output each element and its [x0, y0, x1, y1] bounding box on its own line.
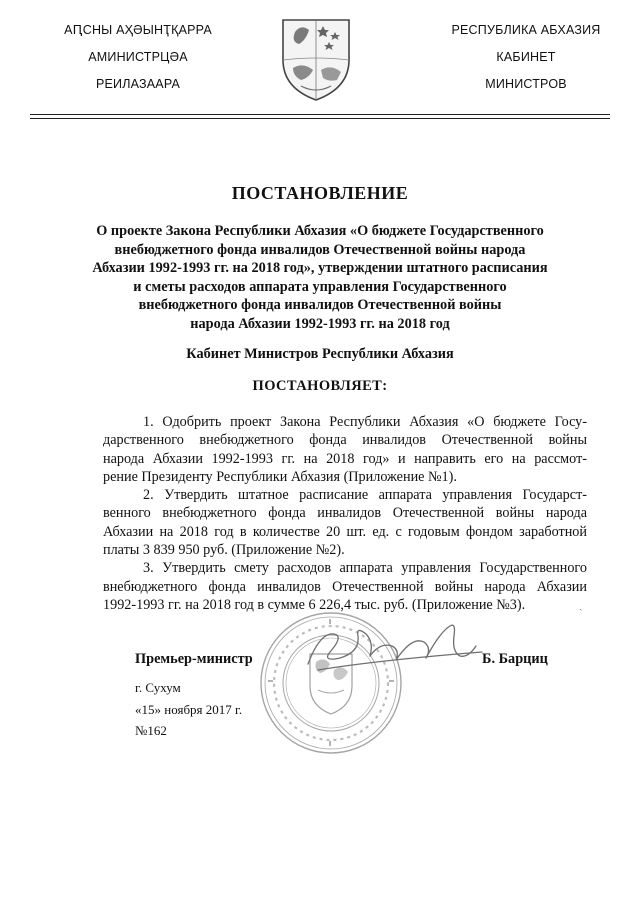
resolves-heading: ПОСТАНОВЛЯЕТ:: [252, 378, 388, 394]
signer-position: Премьер-министр: [135, 651, 253, 667]
scan-speck: ˎ: [579, 600, 583, 611]
signer-name: Б. Барциц: [482, 651, 548, 667]
item-line: венного внебюджетного фонда инвалидов Отечественной войны народа: [103, 505, 587, 522]
document-date: «15» ноября 2017 г.: [135, 702, 243, 717]
item-line: платы 3 839 950 руб. (Приложение №2).: [103, 542, 345, 559]
header-divider-bottom: [30, 118, 610, 119]
item-line: дарственного внебюджетного фонда инвалидов Отечественной войны: [103, 432, 587, 449]
document-subject: [90, 222, 550, 334]
subject-line: внебюджетного фонда инвалидов Отечественной войны народа: [114, 241, 526, 258]
item-line: Абхазии на 2018 год в количестве 20 шт. ед. с годовым фондом заработной: [103, 523, 587, 540]
header-divider-top: [30, 114, 610, 115]
resolution-body: [103, 413, 587, 614]
state-emblem-icon: [279, 16, 353, 102]
handwritten-signature-icon: [300, 612, 490, 682]
item-line: народа Абхазии 1992-1993 гг. на 2018 год» и направить его на рассмот-: [103, 450, 587, 467]
document-title: ПОСТАНОВЛЕНИЕ: [231, 183, 409, 203]
header-right-russian: [442, 22, 610, 103]
header-left-abkhaz: [48, 22, 228, 103]
item-line: внебюджетного фонда инвалидов Отечественной войны народа Абхазии: [103, 578, 587, 595]
resolution-item-3: [103, 559, 587, 614]
subject-line: и сметы расходов аппарата управления Государственного: [133, 278, 507, 295]
subject-line: внебюджетного фонда инвалидов Отечественной войны: [138, 297, 502, 314]
header-left-line-3: РЕИЛАЗААРА: [95, 77, 181, 91]
subject-line: Абхазии 1992-1993 гг. на 2018 год», утверждении штатного расписания: [92, 260, 548, 277]
item-line: 2. Утвердить штатное расписание аппарата управления Государст-: [143, 487, 587, 504]
issuing-body: Кабинет Министров Республики Абхазия: [186, 346, 454, 362]
item-line: 1992-1993 гг. на 2018 год в сумме 6 226,4 тыс. руб. (Приложение №3).: [103, 596, 526, 613]
item-line: 3. Утвердить смету расходов аппарата управления Государственного: [143, 560, 587, 577]
header-right-line-2: КАБИНЕТ: [496, 50, 556, 64]
resolution-item-2: [103, 486, 587, 559]
subject-line: народа Абхазии 1992-1993 гг. на 2018 год: [190, 315, 450, 332]
header-right-line-3: МИНИСТРОВ: [485, 77, 567, 91]
header-left-line-1: АԤСНЫ АҲӘЫНҬҚАРРА: [64, 23, 212, 37]
document-number: №162: [135, 723, 167, 738]
header-right-line-1: РЕСПУБЛИКА АБХАЗИЯ: [451, 23, 601, 37]
document-place: г. Сухум: [135, 680, 181, 695]
item-line: 1. Одобрить проект Закона Республики Абхазия «О бюджете Госу-: [143, 414, 587, 430]
header-left-line-2: АМИНИСТРЦӘА: [88, 50, 188, 64]
resolution-item-1: [103, 413, 587, 486]
item-line: рение Президенту Республики Абхазия (Приложение №1).: [103, 468, 457, 485]
subject-line: О проекте Закона Республики Абхазия «О бюджете Государственного: [96, 223, 544, 239]
